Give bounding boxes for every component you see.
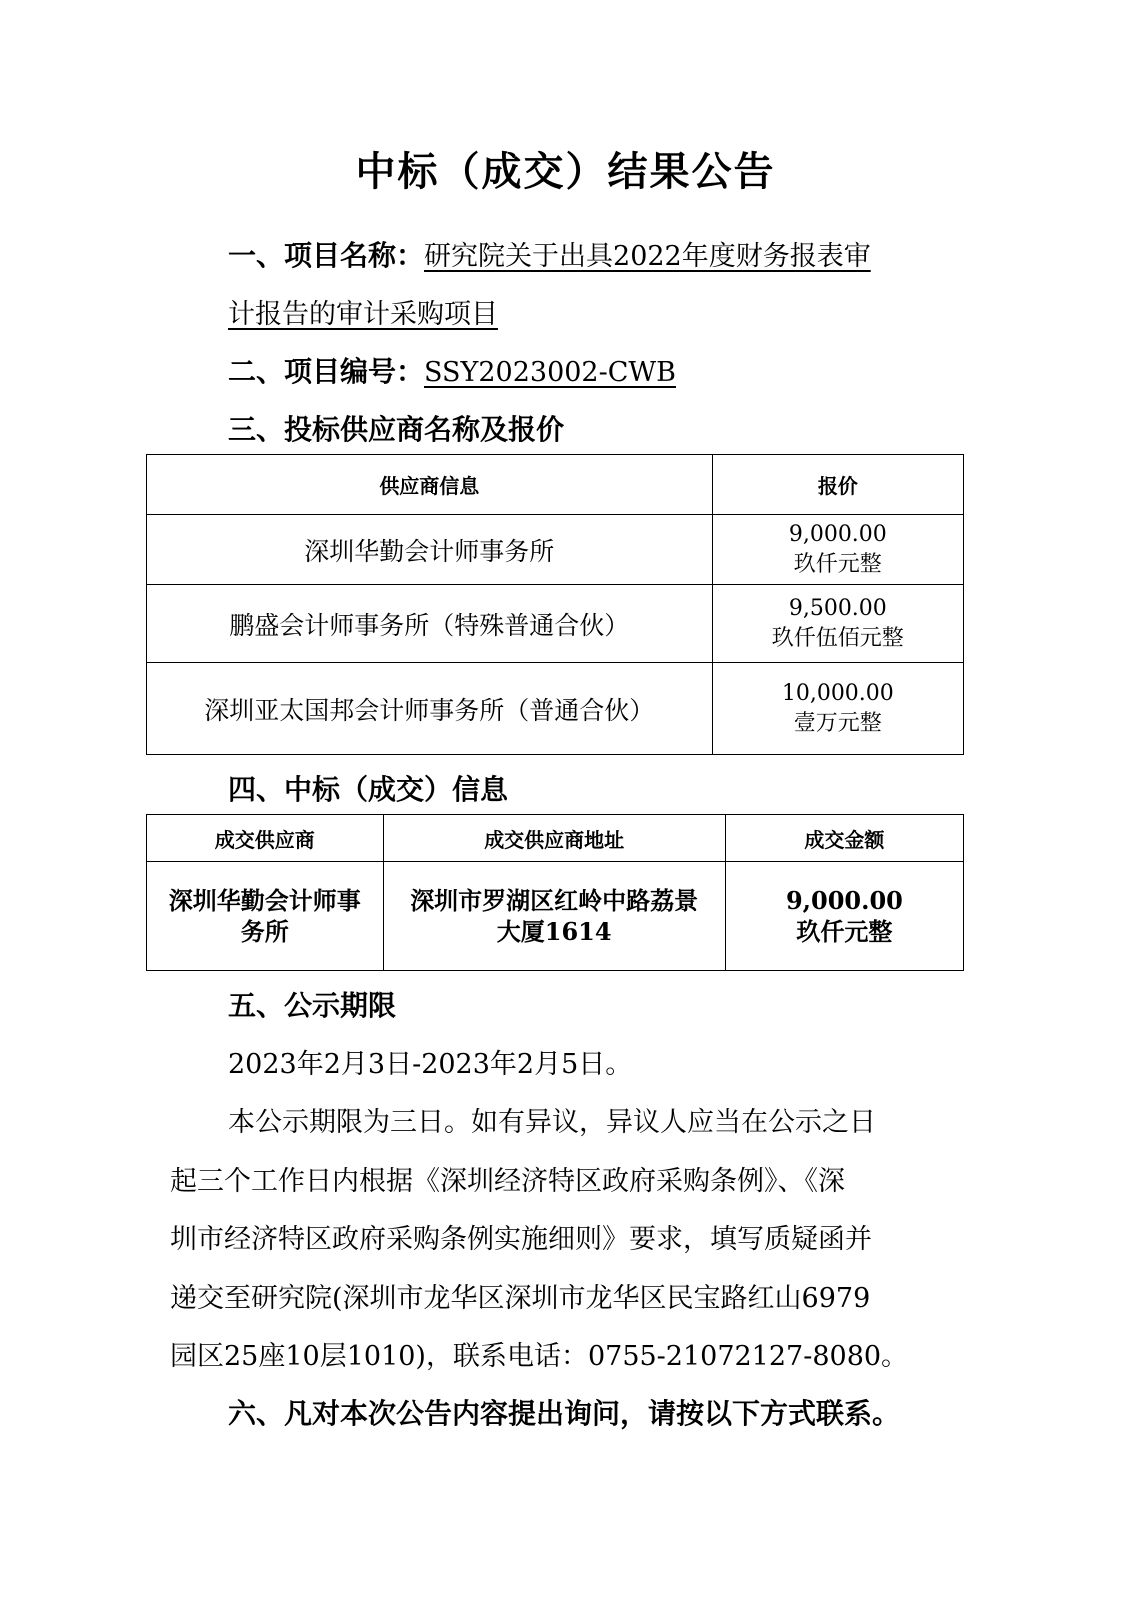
bids-table-header [147, 455, 964, 515]
section-publicity-heading: 五、公示期限 [228, 989, 397, 1022]
section-project-name [228, 234, 871, 274]
publicity-text-line: 本公示期限为三日。如有异议，异议人应当在公示之日 [228, 1107, 876, 1138]
award-header-supplier: 成交供应商 [147, 815, 384, 862]
publicity-text-line: 园区25座10层1010)，联系电话：0755-21072127-8080。 [170, 1341, 909, 1372]
bid-price-words: 壹万元整 [793, 710, 882, 736]
award-header-amount: 成交金额 [725, 815, 963, 862]
bid-price-amount: 10,000.00 [781, 680, 894, 706]
publicity-text-line: 递交至研究院(深圳市龙华区深圳市龙华区民宝路红山6979 [170, 1283, 871, 1314]
bids-header-price: 报价 [712, 455, 963, 515]
award-address [383, 862, 725, 971]
bid-price [712, 585, 963, 663]
section-award-heading: 四、中标（成交）信息 [228, 773, 509, 806]
bid-price-amount: 9,500.00 [788, 595, 887, 621]
page-title: 中标（成交）结果公告 [355, 149, 776, 195]
bids-table [146, 454, 964, 755]
award-supplier-line: 务所 [240, 917, 289, 946]
bid-price [712, 663, 963, 755]
section-project-number [228, 350, 676, 390]
table-row [147, 515, 964, 585]
award-amount [725, 862, 963, 971]
table-row [147, 585, 964, 663]
award-table-header [147, 815, 964, 862]
project-number-value: SSY2023002-CWB [424, 357, 676, 388]
bid-supplier-name: 深圳华勤会计师事务所 [147, 515, 713, 585]
publicity-period: 2023年2月3日-2023年2月5日。 [228, 1049, 633, 1080]
table-row [147, 862, 964, 971]
project-name-value: 研究院关于出具2022年度财务报表审 [424, 241, 871, 272]
award-header-address: 成交供应商地址 [383, 815, 725, 862]
award-amount-value: 9,000.00 [785, 886, 903, 915]
table-row [147, 663, 964, 755]
project-name-label: 一、项目名称： [228, 239, 425, 272]
award-address-line: 大厦1614 [496, 917, 612, 946]
award-address-line: 深圳市罗湖区红岭中路荔景 [410, 886, 699, 915]
award-amount-words: 玖仟元整 [796, 917, 893, 946]
project-number-label: 二、项目编号： [228, 355, 425, 388]
section-bidders-heading: 三、投标供应商名称及报价 [228, 413, 565, 446]
publicity-text-line: 圳市经济特区政府采购条例实施细则》要求，填写质疑函并 [170, 1224, 872, 1255]
bid-price [712, 515, 963, 585]
bid-price-words: 玖仟元整 [793, 551, 882, 577]
bids-header-supplier: 供应商信息 [147, 455, 713, 515]
award-table [146, 814, 964, 971]
project-name-value-cont: 计报告的审计采购项目 [228, 299, 498, 330]
bid-supplier-name: 鹏盛会计师事务所（特殊普通合伙） [147, 585, 713, 663]
bid-price-amount: 9,000.00 [788, 521, 887, 547]
bid-price-words: 玖仟伍佰元整 [771, 625, 904, 651]
publicity-text-line: 起三个工作日内根据《深圳经济特区政府采购条例》、《深 [170, 1166, 845, 1197]
award-supplier [147, 862, 384, 971]
section-contact-heading: 六、凡对本次公告内容提出询问，请按以下方式联系。 [228, 1397, 901, 1430]
award-supplier-line: 深圳华勤会计师事 [168, 886, 361, 915]
bid-supplier-name: 深圳亚太国邦会计师事务所（普通合伙） [147, 663, 713, 755]
